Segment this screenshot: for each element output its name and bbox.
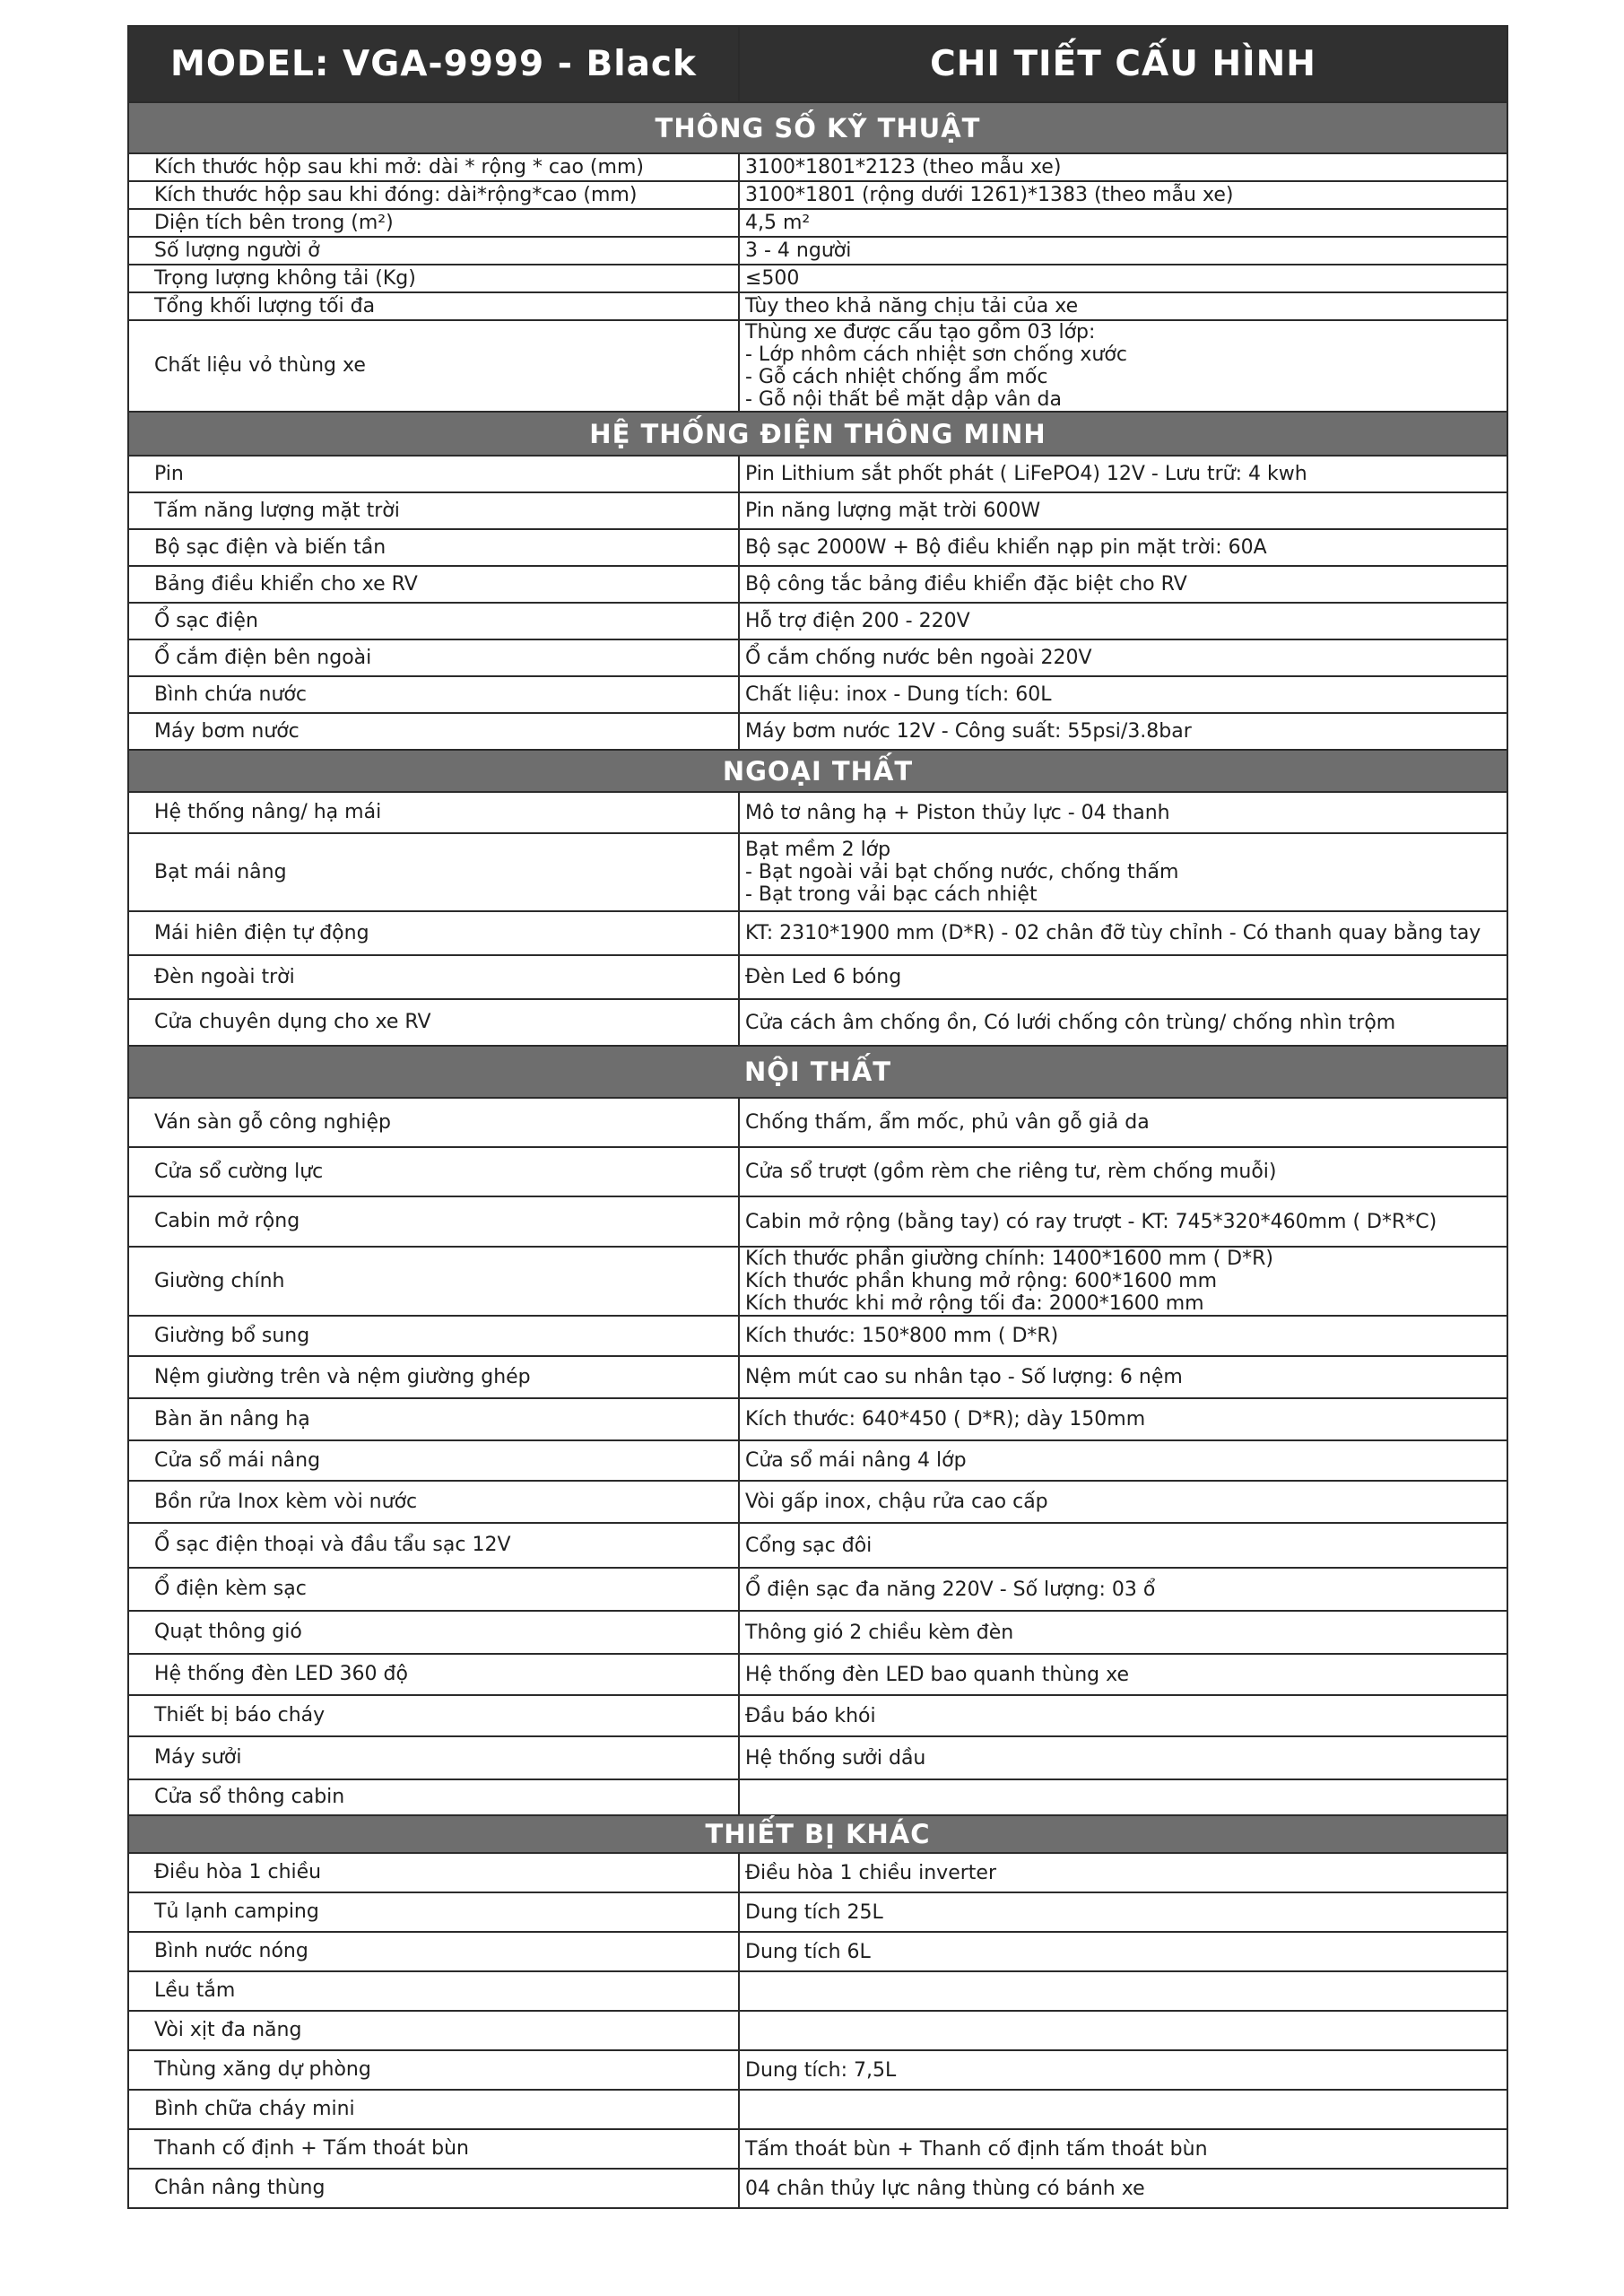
table-row [128,999,1507,1046]
spec-label: Bình nước nóng [128,1932,739,1971]
spec-label: Giường chính [128,1247,739,1316]
spec-value-line: Hỗ trợ điện 200 - 220V [745,610,970,632]
header-row [128,26,1507,102]
spec-value-line: Nệm mút cao su nhân tạo - Số lượng: 6 nệm [745,1366,1183,1388]
spec-label: Máy sưởi [128,1736,739,1779]
table-row [128,492,1507,529]
spec-value-line: Cửa sổ trượt (gồm rèm che riêng tư, rèm chống muỗi) [745,1161,1277,1183]
table-row [128,1398,1507,1440]
table-row [128,1523,1507,1568]
table-row [128,1892,1507,1932]
spec-value-line: Đầu báo khói [745,1704,876,1727]
spec-value-line: Ổ cắm chống nước bên ngoài 220V [745,647,1092,669]
spec-value [739,999,1507,1046]
spec-label: Ổ điện kèm sạc [128,1568,739,1611]
spec-label: Cửa sổ thông cabin [128,1779,739,1815]
spec-value-line: 3 - 4 người [745,239,852,262]
table-row [128,1316,1507,1356]
spec-value [739,265,1507,292]
table-row [128,1196,1507,1247]
spec-label: Ván sàn gỗ công nghiệp [128,1098,739,1147]
spec-value [739,1779,1507,1815]
spec-label: Bạt mái nâng [128,833,739,911]
table-row [128,676,1507,713]
table-row [128,456,1507,492]
spec-label: Cửa sổ mái nâng [128,1440,739,1481]
spec-value [739,2169,1507,2208]
spec-label: Ổ sạc điện thoại và đầu tẩu sạc 12V [128,1523,739,1568]
spec-label: Đèn ngoài trời [128,955,739,999]
table-row [128,1654,1507,1695]
table-row [128,1481,1507,1523]
table-row [128,2169,1507,2208]
spec-value [739,1611,1507,1654]
spec-value [739,1853,1507,1892]
spec-value [739,2090,1507,2129]
spec-label: Điều hòa 1 chiều [128,1853,739,1892]
spec-value [739,1481,1507,1523]
config-title: CHI TIẾT CẤU HÌNH [739,26,1507,102]
table-row [128,792,1507,833]
spec-value-line: Bộ sạc 2000W + Bộ điều khiển nạp pin mặt trời: 60A [745,536,1267,559]
spec-value [739,1247,1507,1316]
spec-value [739,1098,1507,1147]
spec-value [739,713,1507,750]
spec-value [739,1316,1507,1356]
spec-value-line: Ổ điện sạc đa năng 220V - Số lượng: 03 ổ [745,1578,1156,1601]
section-title: THÔNG SỐ KỸ THUẬT [128,102,1507,153]
table-row [128,265,1507,292]
spec-value [739,792,1507,833]
table-row [128,1440,1507,1481]
table-row [128,833,1507,911]
table-row [128,2090,1507,2129]
spec-label: Lều tắm [128,1971,739,2011]
table-row [128,209,1507,237]
table-row [128,1568,1507,1611]
table-row [128,181,1507,209]
table-row [128,713,1507,750]
spec-value [739,1654,1507,1695]
spec-value-line: Cabin mở rộng (bằng tay) có ray trượt - KT: 745*320*460mm ( D*R*C) [745,1210,1437,1233]
table-row [128,911,1507,955]
section-title: HỆ THỐNG ĐIỆN THÔNG MINH [128,412,1507,456]
spec-value-line: Hệ thống sưởi dầu [745,1746,926,1770]
spec-label: Chất liệu vỏ thùng xe [128,320,739,412]
spec-value-line: Cổng sạc đôi [745,1534,873,1557]
spec-value [739,2129,1507,2169]
spec-label: Kích thước hộp sau khi mở: dài * rộng * cao (mm) [128,153,739,181]
spec-label: Bình chữa cháy mini [128,2090,739,2129]
spec-value-line: 04 chân thủy lực nâng thùng có bánh xe [745,2177,1145,2200]
section-title: NỘI THẤT [128,1046,1507,1098]
spec-value [739,1398,1507,1440]
spec-value-line: Thông gió 2 chiều kèm đèn [745,1621,1014,1644]
spec-label: Kích thước hộp sau khi đóng: dài*rộng*cao (mm) [128,181,739,209]
spec-value-line: - Lớp nhôm cách nhiệt sơn chống xước [745,344,1127,366]
table-row [128,639,1507,676]
spec-label: Bộ sạc điện và biến tần [128,529,739,566]
spec-value-line: - Bạt trong vải bạc cách nhiệt [745,883,1038,906]
spec-value-line: Tùy theo khả năng chịu tải của xe [745,295,1079,317]
spec-value-line: Bạt mềm 2 lớp [745,839,891,861]
spec-value-line: Kích thước: 150*800 mm ( D*R) [745,1325,1059,1347]
spec-label: Tấm năng lượng mặt trời [128,492,739,529]
spec-value-line: Bộ công tắc bảng điều khiển đặc biệt cho RV [745,573,1187,596]
spec-value-line: Cửa cách âm chống ồn, Có lưới chống côn trùng/ chống nhìn trộm [745,1011,1396,1034]
spec-label: Số lượng người ở [128,237,739,265]
spec-value-line: Thùng xe được cấu tạo gồm 03 lớp: [745,321,1096,344]
spec-value-line: Vòi gấp inox, chậu rửa cao cấp [745,1491,1048,1513]
spec-label: Bồn rửa Inox kèm vòi nước [128,1481,739,1523]
spec-value-line: Dung tích 25L [745,1900,883,1924]
table-row [128,1695,1507,1736]
spec-value-line: Kích thước: 640*450 ( D*R); dày 150mm [745,1408,1146,1431]
spec-value [739,566,1507,603]
spec-value [739,911,1507,955]
spec-value-line: ≤500 [745,267,800,290]
spec-value-line: Chất liệu: inox - Dung tích: 60L [745,683,1052,706]
spec-value [739,320,1507,412]
spec-value-line: - Bạt ngoài vải bạt chống nước, chống thấm [745,861,1179,883]
spec-label: Chân nâng thùng [128,2169,739,2208]
spec-label: Hệ thống nâng/ hạ mái [128,792,739,833]
table-row [128,1098,1507,1147]
spec-value [739,603,1507,639]
spec-sheet [127,25,1507,2209]
spec-value-line: Hệ thống đèn LED bao quanh thùng xe [745,1663,1129,1686]
spec-label: Cabin mở rộng [128,1196,739,1247]
spec-value [739,1695,1507,1736]
spec-label: Cửa sổ cường lực [128,1147,739,1196]
spec-label: Thùng xăng dự phòng [128,2050,739,2090]
spec-label: Thiết bị báo cháy [128,1695,739,1736]
spec-body [128,102,1507,2208]
table-row [128,1247,1507,1316]
spec-value-line: 3100*1801 (rộng dưới 1261)*1383 (theo mẫu xe) [745,184,1234,206]
spec-label: Ổ cắm điện bên ngoài [128,639,739,676]
table-row [128,1932,1507,1971]
section-header-row [128,750,1507,792]
spec-value [739,676,1507,713]
spec-value [739,639,1507,676]
table-row [128,292,1507,320]
spec-label: Vòi xịt đa năng [128,2011,739,2050]
spec-value [739,1932,1507,1971]
spec-value [739,153,1507,181]
table-row [128,529,1507,566]
spec-value-line: Kích thước phần giường chính: 1400*1600 mm ( D*R) [745,1248,1273,1270]
spec-table [127,25,1508,2209]
table-row [128,603,1507,639]
spec-value [739,529,1507,566]
table-row [128,1971,1507,2011]
spec-value [739,1971,1507,2011]
table-row [128,237,1507,265]
spec-label: Máy bơm nước [128,713,739,750]
spec-value-line: Cửa sổ mái nâng 4 lớp [745,1449,967,1472]
spec-value-line: Đèn Led 6 bóng [745,966,902,988]
spec-value-line: Pin năng lượng mặt trời 600W [745,500,1041,522]
table-row [128,1147,1507,1196]
spec-label: Tổng khối lượng tối đa [128,292,739,320]
spec-value [739,1523,1507,1568]
spec-value [739,1568,1507,1611]
spec-value [739,955,1507,999]
table-row [128,320,1507,412]
model-title: MODEL: VGA-9999 - Black [128,26,739,102]
section-header-row [128,1046,1507,1098]
spec-value [739,1440,1507,1481]
table-row [128,1611,1507,1654]
spec-value [739,1892,1507,1932]
table-row [128,566,1507,603]
spec-value [739,1736,1507,1779]
spec-label: Ổ sạc điện [128,603,739,639]
spec-value-line: KT: 2310*1900 mm (D*R) - 02 chân đỡ tùy chỉnh - Có thanh quay bằng tay [745,922,1481,944]
spec-value [739,209,1507,237]
spec-label: Nệm giường trên và nệm giường ghép [128,1356,739,1398]
section-header-row [128,102,1507,153]
spec-label: Mái hiên điện tự động [128,911,739,955]
spec-value-line: Máy bơm nước 12V - Công suất: 55psi/3.8bar [745,720,1192,743]
table-row [128,1736,1507,1779]
spec-value [739,1196,1507,1247]
spec-label: Tủ lạnh camping [128,1892,739,1932]
spec-label: Thanh cố định + Tấm thoát bùn [128,2129,739,2169]
table-row [128,1779,1507,1815]
spec-label: Bàn ăn nâng hạ [128,1398,739,1440]
spec-label: Giường bổ sung [128,1316,739,1356]
spec-value [739,237,1507,265]
table-row [128,2129,1507,2169]
spec-label: Bảng điều khiển cho xe RV [128,566,739,603]
spec-value-line: - Gỗ nội thất bề mặt dập vân da [745,388,1062,411]
spec-label: Trọng lượng không tải (Kg) [128,265,739,292]
spec-value-line: Kích thước khi mở rộng tối đa: 2000*1600 mm [745,1292,1204,1315]
spec-value-line: - Gỗ cách nhiệt chống ẩm mốc [745,366,1048,388]
spec-label: Diện tích bên trong (m²) [128,209,739,237]
spec-value-line: Tấm thoát bùn + Thanh cố định tấm thoát bùn [745,2137,1208,2161]
spec-value [739,181,1507,209]
table-row [128,1356,1507,1398]
spec-value [739,292,1507,320]
spec-value-line: Dung tích 6L [745,1940,871,1963]
section-header-row [128,412,1507,456]
table-row [128,1853,1507,1892]
section-header-row [128,1815,1507,1853]
spec-value [739,456,1507,492]
spec-value-line: Dung tích: 7,5L [745,2058,897,2082]
table-row [128,2011,1507,2050]
spec-value [739,492,1507,529]
spec-label: Pin [128,456,739,492]
section-title: NGOẠI THẤT [128,750,1507,792]
spec-value [739,833,1507,911]
spec-value-line: Điều hòa 1 chiều inverter [745,1861,996,1884]
table-row [128,2050,1507,2090]
table-row [128,955,1507,999]
table-row [128,153,1507,181]
spec-value-line: Mô tơ nâng hạ + Piston thủy lực - 04 thanh [745,801,1170,824]
spec-label: Cửa chuyên dụng cho xe RV [128,999,739,1046]
section-title: THIẾT BỊ KHÁC [128,1815,1507,1853]
spec-value-line: 3100*1801*2123 (theo mẫu xe) [745,156,1062,178]
spec-value-line: 4,5 m² [745,212,811,234]
spec-value [739,2011,1507,2050]
spec-label: Bình chứa nước [128,676,739,713]
spec-label: Quạt thông gió [128,1611,739,1654]
spec-value-line: Chống thấm, ẩm mốc, phủ vân gỗ giả da [745,1111,1150,1134]
spec-value-line: Pin Lithium sắt phốt phát ( LiFePO4) 12V - Lưu trữ: 4 kwh [745,463,1307,485]
spec-value [739,1356,1507,1398]
spec-value-line: Kích thước phần khung mở rộng: 600*1600 mm [745,1270,1218,1292]
spec-label: Hệ thống đèn LED 360 độ [128,1654,739,1695]
spec-value [739,2050,1507,2090]
spec-value [739,1147,1507,1196]
